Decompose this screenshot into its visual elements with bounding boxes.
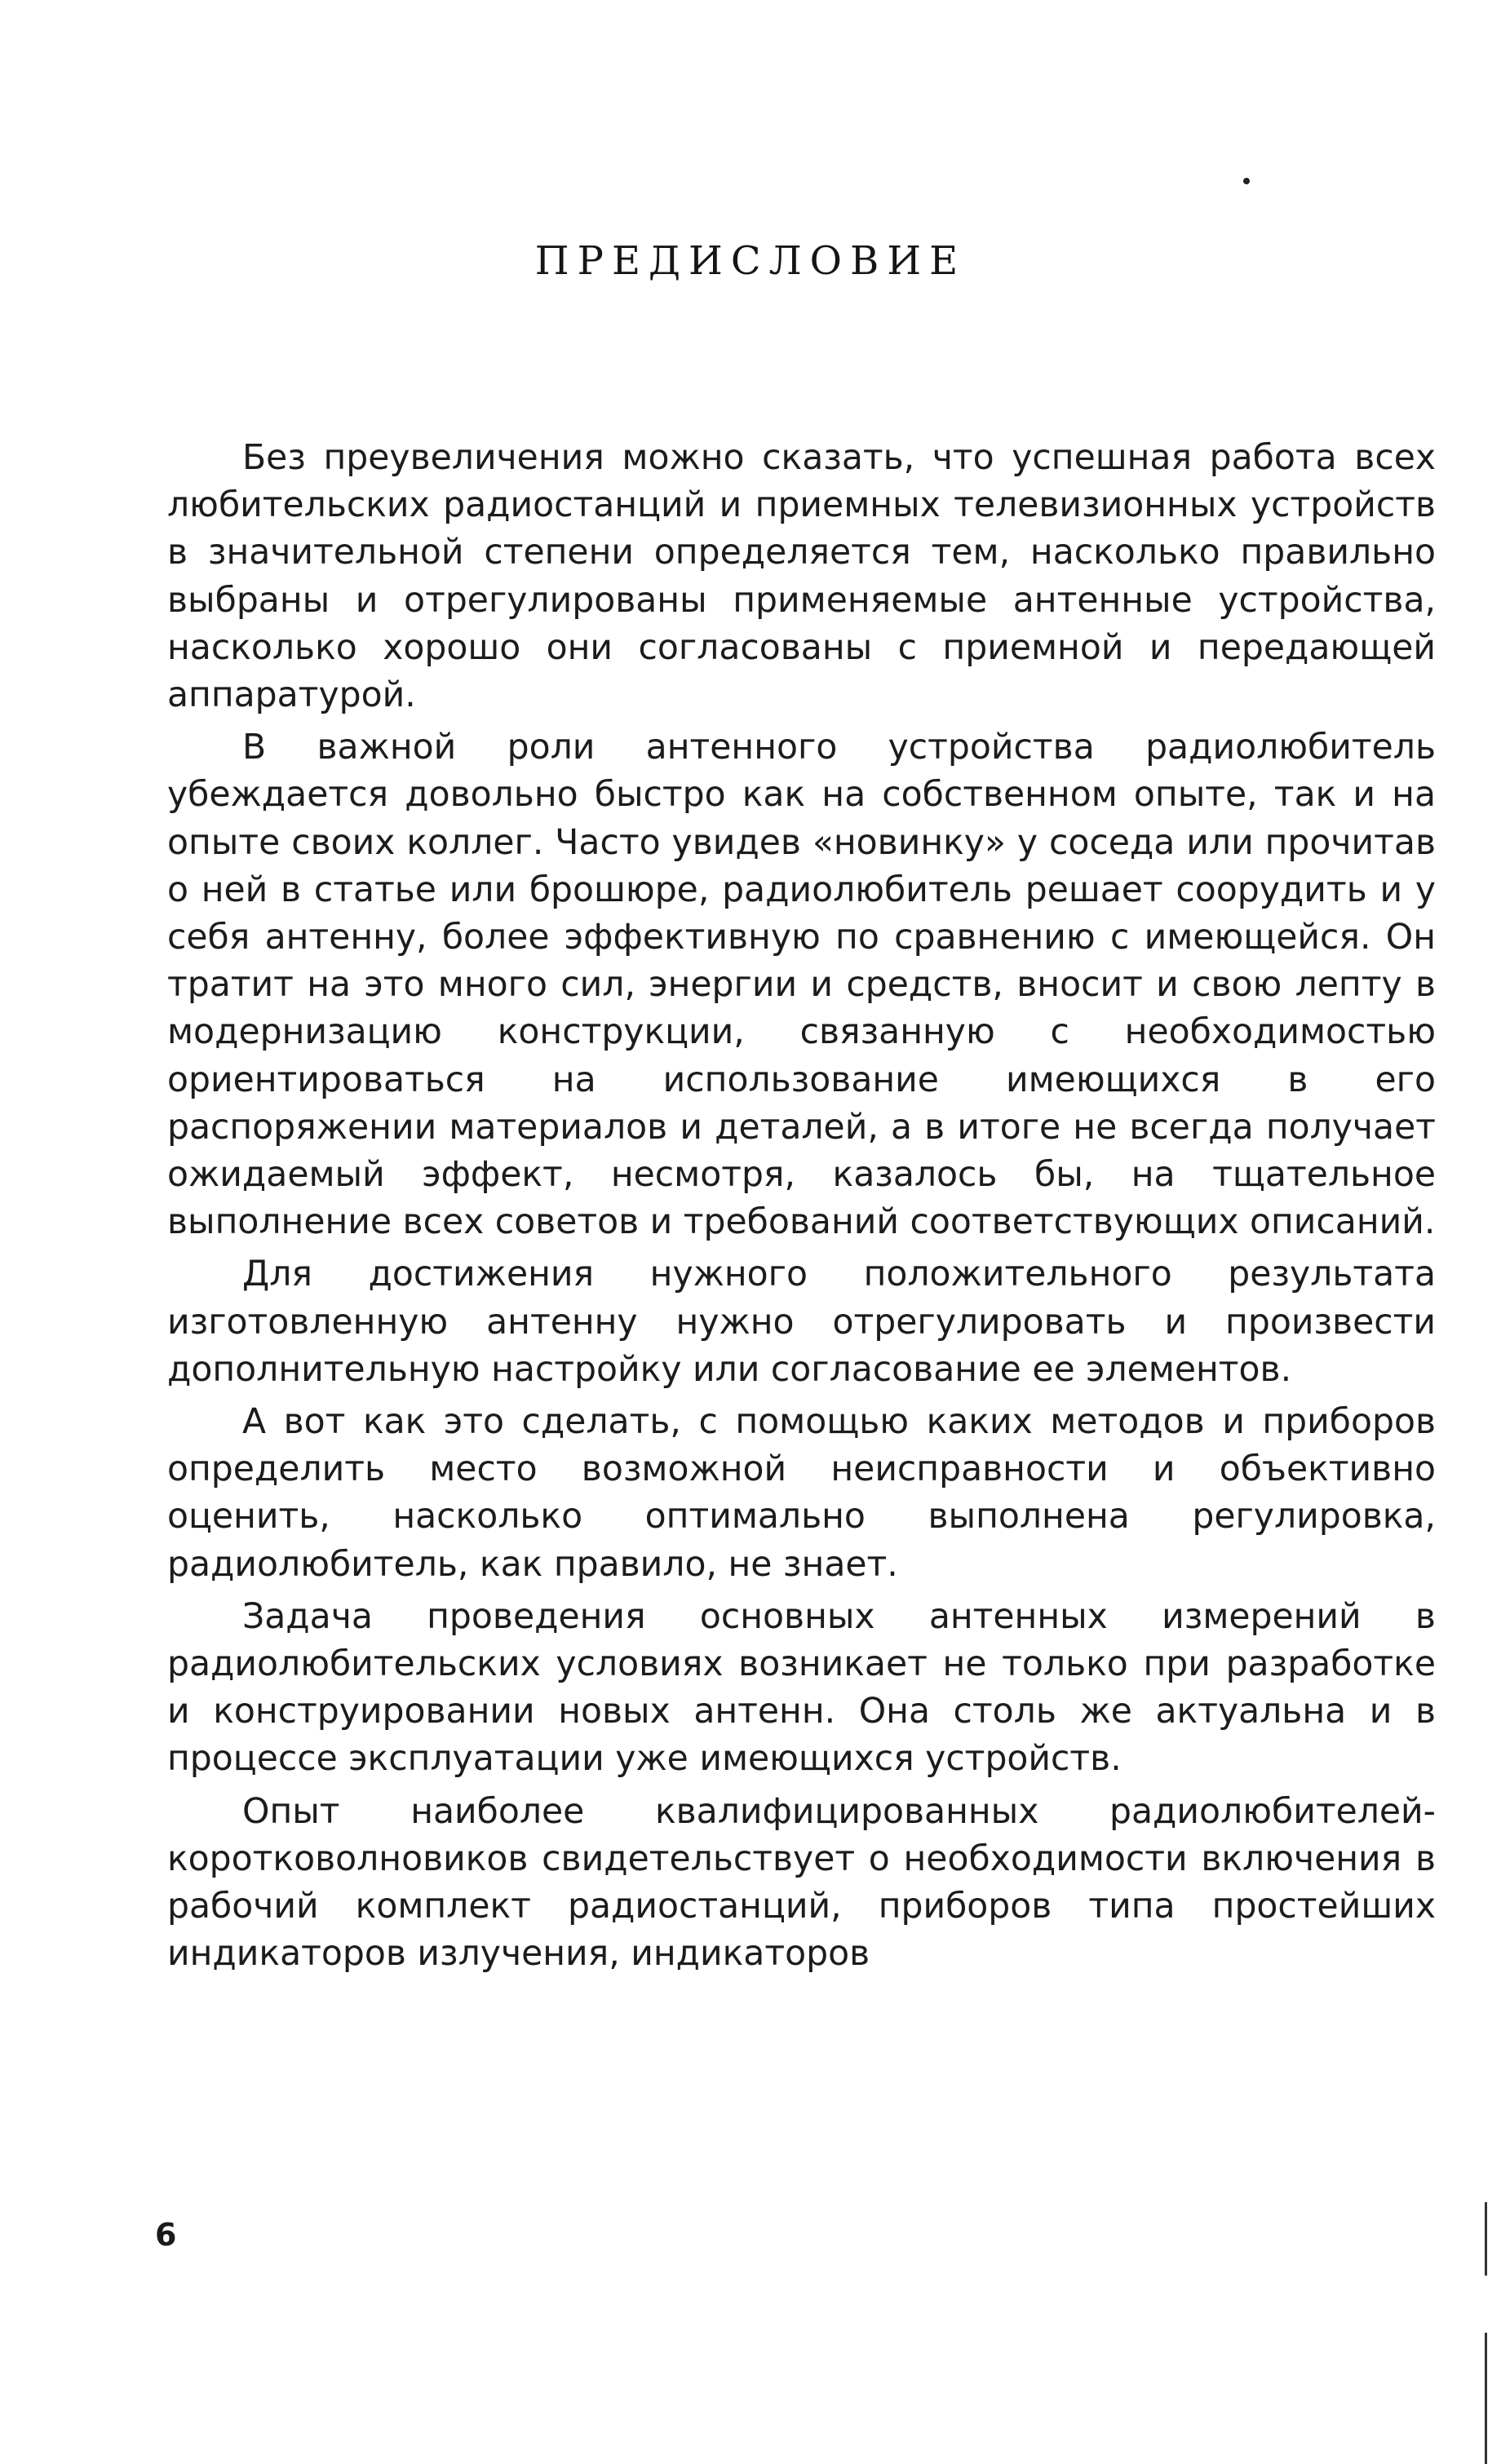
- paragraph: Для достижения нужного положительного результата изготовленную антенну нужно отрегулировать и произвести дополнительную настройку или согласование ее элементов.: [167, 1254, 1436, 1390]
- paragraph: Без преувеличения можно сказать, что успешная работа всех любительских радиостанций и приемных телевизионных устройств в значительной степени определяется тем, насколько правильно выбраны и отрегулированы применяемые антенные устройства, насколько хорошо они согласованы с приемной и передающей аппаратурой.: [167, 438, 1436, 716]
- page-number: 6: [155, 2217, 177, 2253]
- scan-edge-mark: [1485, 2333, 1487, 2464]
- scan-edge-mark: [1485, 2202, 1487, 2276]
- paragraph: Задача проведения основных антенных измерений в радиолюбительских условиях возникает не только при разработке и конструировании новых антенн. Она столь же актуальна и в процессе эксплуатации уже имеющихся устройств.: [167, 1596, 1436, 1780]
- paragraph: Опыт наиболее квалифицированных радиолюбителей-коротковолновиков свидетельствует о необходимости включения в рабочий комплект радиостанций, приборов типа простейших индикаторов излучения, индикаторов: [167, 1791, 1436, 1975]
- page-title: ПРЕДИСЛОВИЕ: [534, 238, 967, 284]
- paragraph: А вот как это сделать, с помощью каких методов и приборов определить место возможной неисправности и объективно оценить, насколько оптимально выполнена регулировка, радиолюбитель, как правило, не знает.: [167, 1402, 1436, 1585]
- paragraph: В важной роли антенного устройства радиолюбитель убеждается довольно быстро как на собственном опыте, так и на опыте своих коллег. Часто увидев «новинку» у соседа или прочитав о ней в статье или брошюре, радиолюбитель решает соорудить и у себя антенну, более эффективную по сравнению с имеющейся. Он тратит на это много сил, энергии и средств, вносит и свою лепту в модернизацию конструкции, связанную с необходимостью ориентироваться на использование имеющихся в его распоряжении материалов и деталей, а в итоге не всегда получает ожидаемый эффект, несмотря, казалось бы, на тщательное выполнение всех советов и требований соответствующих описаний.: [167, 728, 1436, 1243]
- body-text: [167, 435, 1436, 1984]
- scan-speck: [1243, 178, 1250, 184]
